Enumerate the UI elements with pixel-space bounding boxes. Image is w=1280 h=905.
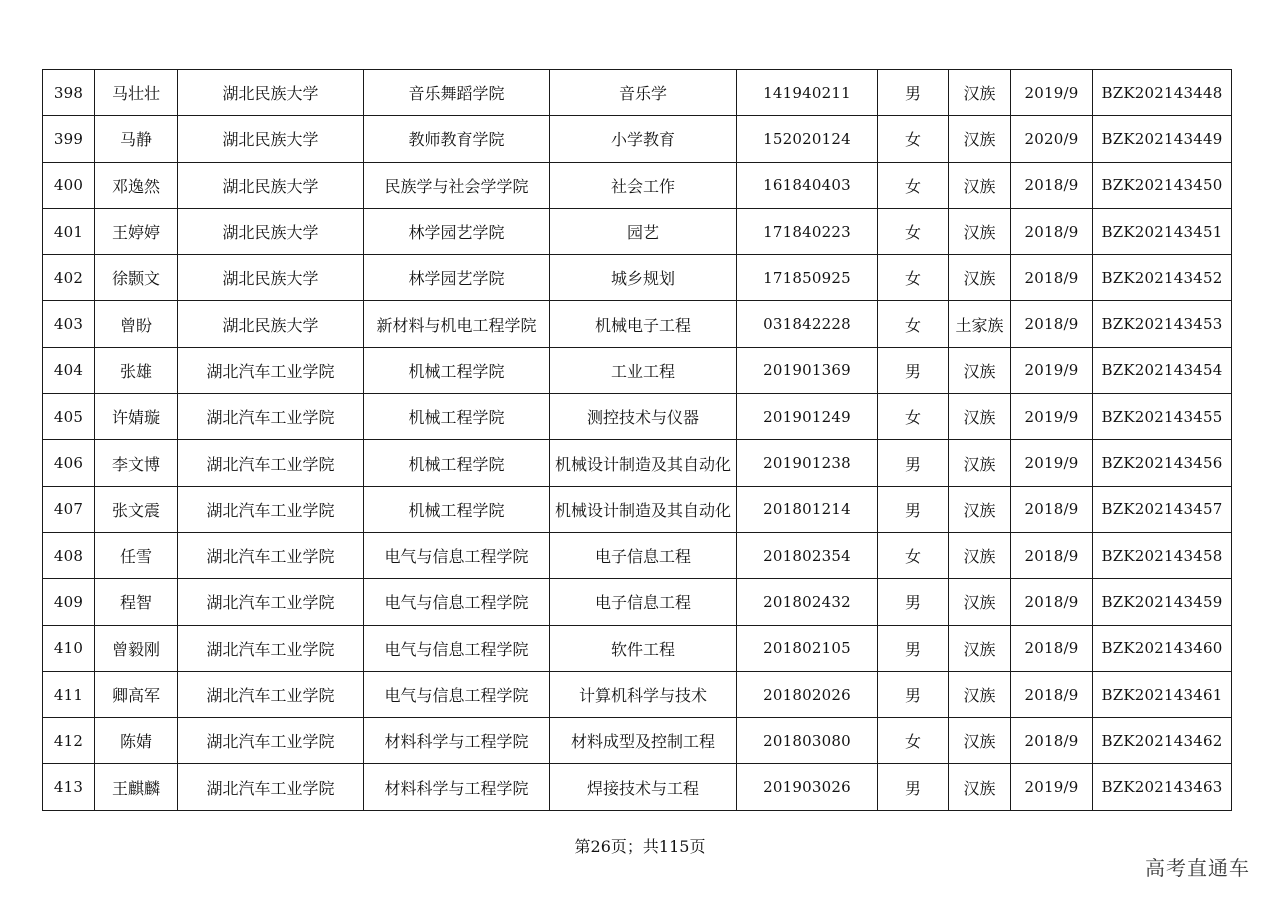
cell-index: 400 [43, 162, 95, 208]
cell-gender: 女 [878, 394, 949, 440]
cell-enroll-date: 2020/9 [1011, 116, 1093, 162]
cell-college: 材料科学与工程学院 [364, 718, 550, 764]
cell-school: 湖北汽车工业学院 [178, 718, 364, 764]
cell-gender: 女 [878, 532, 949, 578]
cell-gender: 男 [878, 70, 949, 116]
cell-enroll-date: 2019/9 [1011, 764, 1093, 810]
cell-index: 405 [43, 394, 95, 440]
cell-name: 李文博 [95, 440, 178, 486]
cell-index: 412 [43, 718, 95, 764]
cell-index: 398 [43, 70, 95, 116]
cell-ethnicity: 汉族 [949, 347, 1011, 393]
cell-college: 林学园艺学院 [364, 208, 550, 254]
cell-certificate-no: BZK202143457 [1093, 486, 1232, 532]
cell-ethnicity: 汉族 [949, 255, 1011, 301]
cell-major: 计算机科学与技术 [550, 671, 737, 717]
table-row [43, 764, 1232, 810]
cell-college: 音乐舞蹈学院 [364, 70, 550, 116]
cell-college: 林学园艺学院 [364, 255, 550, 301]
table-row [43, 532, 1232, 578]
cell-school: 湖北民族大学 [178, 116, 364, 162]
table-row [43, 255, 1232, 301]
cell-school: 湖北汽车工业学院 [178, 440, 364, 486]
cell-certificate-no: BZK202143452 [1093, 255, 1232, 301]
cell-enroll-date: 2019/9 [1011, 70, 1093, 116]
cell-enroll-date: 2018/9 [1011, 255, 1093, 301]
cell-certificate-no: BZK202143453 [1093, 301, 1232, 347]
cell-gender: 女 [878, 718, 949, 764]
cell-ethnicity: 汉族 [949, 718, 1011, 764]
cell-enroll-date: 2018/9 [1011, 532, 1093, 578]
cell-ethnicity: 汉族 [949, 116, 1011, 162]
cell-gender: 女 [878, 208, 949, 254]
cell-major: 机械设计制造及其自动化 [550, 440, 737, 486]
cell-name: 马壮壮 [95, 70, 178, 116]
cell-major: 社会工作 [550, 162, 737, 208]
cell-student-id: 201801214 [737, 486, 878, 532]
cell-college: 机械工程学院 [364, 440, 550, 486]
cell-gender: 男 [878, 486, 949, 532]
cell-major: 电子信息工程 [550, 532, 737, 578]
cell-enroll-date: 2019/9 [1011, 394, 1093, 440]
cell-enroll-date: 2018/9 [1011, 579, 1093, 625]
cell-name: 陈婧 [95, 718, 178, 764]
cell-school: 湖北汽车工业学院 [178, 671, 364, 717]
cell-enroll-date: 2018/9 [1011, 208, 1093, 254]
cell-gender: 男 [878, 671, 949, 717]
cell-index: 404 [43, 347, 95, 393]
cell-certificate-no: BZK202143461 [1093, 671, 1232, 717]
cell-college: 材料科学与工程学院 [364, 764, 550, 810]
cell-college: 机械工程学院 [364, 347, 550, 393]
cell-major: 材料成型及控制工程 [550, 718, 737, 764]
cell-certificate-no: BZK202143450 [1093, 162, 1232, 208]
table-row [43, 162, 1232, 208]
cell-enroll-date: 2018/9 [1011, 671, 1093, 717]
cell-gender: 女 [878, 162, 949, 208]
cell-school: 湖北民族大学 [178, 301, 364, 347]
student-list-table [42, 69, 1232, 811]
cell-college: 电气与信息工程学院 [364, 579, 550, 625]
cell-enroll-date: 2018/9 [1011, 718, 1093, 764]
cell-school: 湖北民族大学 [178, 255, 364, 301]
cell-ethnicity: 汉族 [949, 394, 1011, 440]
cell-student-id: 201901369 [737, 347, 878, 393]
cell-gender: 女 [878, 301, 949, 347]
cell-certificate-no: BZK202143449 [1093, 116, 1232, 162]
cell-ethnicity: 汉族 [949, 486, 1011, 532]
cell-index: 411 [43, 671, 95, 717]
cell-gender: 男 [878, 579, 949, 625]
cell-certificate-no: BZK202143454 [1093, 347, 1232, 393]
cell-school: 湖北民族大学 [178, 208, 364, 254]
cell-school: 湖北汽车工业学院 [178, 579, 364, 625]
cell-name: 王婷婷 [95, 208, 178, 254]
cell-student-id: 031842228 [737, 301, 878, 347]
table-row [43, 70, 1232, 116]
cell-certificate-no: BZK202143459 [1093, 579, 1232, 625]
cell-enroll-date: 2019/9 [1011, 347, 1093, 393]
cell-college: 教师教育学院 [364, 116, 550, 162]
cell-name: 曾毅刚 [95, 625, 178, 671]
cell-index: 410 [43, 625, 95, 671]
cell-ethnicity: 汉族 [949, 625, 1011, 671]
cell-student-id: 141940211 [737, 70, 878, 116]
cell-school: 湖北汽车工业学院 [178, 394, 364, 440]
cell-ethnicity: 土家族 [949, 301, 1011, 347]
cell-student-id: 201802354 [737, 532, 878, 578]
cell-ethnicity: 汉族 [949, 70, 1011, 116]
cell-major: 小学教育 [550, 116, 737, 162]
cell-certificate-no: BZK202143451 [1093, 208, 1232, 254]
cell-certificate-no: BZK202143463 [1093, 764, 1232, 810]
cell-school: 湖北民族大学 [178, 70, 364, 116]
cell-certificate-no: BZK202143462 [1093, 718, 1232, 764]
cell-major: 测控技术与仪器 [550, 394, 737, 440]
cell-certificate-no: BZK202143458 [1093, 532, 1232, 578]
cell-school: 湖北民族大学 [178, 162, 364, 208]
cell-certificate-no: BZK202143456 [1093, 440, 1232, 486]
cell-gender: 男 [878, 764, 949, 810]
cell-major: 焊接技术与工程 [550, 764, 737, 810]
table-row [43, 116, 1232, 162]
cell-enroll-date: 2019/9 [1011, 440, 1093, 486]
cell-gender: 男 [878, 625, 949, 671]
table-row [43, 440, 1232, 486]
cell-gender: 女 [878, 116, 949, 162]
cell-name: 张雄 [95, 347, 178, 393]
cell-enroll-date: 2018/9 [1011, 486, 1093, 532]
cell-ethnicity: 汉族 [949, 579, 1011, 625]
cell-gender: 男 [878, 347, 949, 393]
cell-ethnicity: 汉族 [949, 764, 1011, 810]
cell-school: 湖北汽车工业学院 [178, 764, 364, 810]
cell-major: 软件工程 [550, 625, 737, 671]
table-row [43, 347, 1232, 393]
cell-index: 408 [43, 532, 95, 578]
cell-enroll-date: 2018/9 [1011, 625, 1093, 671]
table-row [43, 625, 1232, 671]
cell-school: 湖北汽车工业学院 [178, 347, 364, 393]
cell-school: 湖北汽车工业学院 [178, 532, 364, 578]
cell-gender: 男 [878, 440, 949, 486]
cell-college: 机械工程学院 [364, 486, 550, 532]
cell-index: 413 [43, 764, 95, 810]
table-row [43, 718, 1232, 764]
table-row [43, 301, 1232, 347]
cell-certificate-no: BZK202143455 [1093, 394, 1232, 440]
cell-college: 电气与信息工程学院 [364, 625, 550, 671]
cell-student-id: 201802026 [737, 671, 878, 717]
cell-enroll-date: 2018/9 [1011, 301, 1093, 347]
cell-college: 机械工程学院 [364, 394, 550, 440]
cell-student-id: 161840403 [737, 162, 878, 208]
cell-certificate-no: BZK202143448 [1093, 70, 1232, 116]
cell-school: 湖北汽车工业学院 [178, 486, 364, 532]
table-row [43, 208, 1232, 254]
cell-name: 徐颢文 [95, 255, 178, 301]
cell-major: 机械电子工程 [550, 301, 737, 347]
page-number: 第26页；共115页 [574, 837, 706, 856]
cell-major: 电子信息工程 [550, 579, 737, 625]
cell-college: 电气与信息工程学院 [364, 532, 550, 578]
cell-ethnicity: 汉族 [949, 162, 1011, 208]
cell-student-id: 201802432 [737, 579, 878, 625]
cell-ethnicity: 汉族 [949, 440, 1011, 486]
cell-ethnicity: 汉族 [949, 671, 1011, 717]
cell-name: 王麒麟 [95, 764, 178, 810]
cell-major: 音乐学 [550, 70, 737, 116]
cell-gender: 女 [878, 255, 949, 301]
table-body [43, 70, 1232, 811]
cell-index: 402 [43, 255, 95, 301]
table-row [43, 671, 1232, 717]
cell-student-id: 171840223 [737, 208, 878, 254]
watermark-logo: 高考直通车 [1145, 856, 1250, 880]
cell-name: 任雪 [95, 532, 178, 578]
cell-name: 卿高军 [95, 671, 178, 717]
cell-college: 新材料与机电工程学院 [364, 301, 550, 347]
cell-index: 407 [43, 486, 95, 532]
cell-certificate-no: BZK202143460 [1093, 625, 1232, 671]
cell-major: 城乡规划 [550, 255, 737, 301]
cell-name: 邓逸然 [95, 162, 178, 208]
cell-college: 电气与信息工程学院 [364, 671, 550, 717]
cell-index: 403 [43, 301, 95, 347]
cell-name: 张文震 [95, 486, 178, 532]
table-row [43, 394, 1232, 440]
table-row [43, 579, 1232, 625]
cell-student-id: 152020124 [737, 116, 878, 162]
table-row [43, 486, 1232, 532]
cell-index: 399 [43, 116, 95, 162]
cell-index: 406 [43, 440, 95, 486]
cell-ethnicity: 汉族 [949, 208, 1011, 254]
cell-school: 湖北汽车工业学院 [178, 625, 364, 671]
cell-major: 园艺 [550, 208, 737, 254]
cell-student-id: 201803080 [737, 718, 878, 764]
cell-index: 409 [43, 579, 95, 625]
cell-name: 马静 [95, 116, 178, 162]
cell-name: 曾盼 [95, 301, 178, 347]
cell-major: 工业工程 [550, 347, 737, 393]
cell-student-id: 201901238 [737, 440, 878, 486]
cell-enroll-date: 2018/9 [1011, 162, 1093, 208]
cell-student-id: 171850925 [737, 255, 878, 301]
cell-ethnicity: 汉族 [949, 532, 1011, 578]
cell-college: 民族学与社会学学院 [364, 162, 550, 208]
cell-student-id: 201903026 [737, 764, 878, 810]
cell-student-id: 201802105 [737, 625, 878, 671]
cell-student-id: 201901249 [737, 394, 878, 440]
cell-name: 许婧璇 [95, 394, 178, 440]
cell-name: 程智 [95, 579, 178, 625]
cell-index: 401 [43, 208, 95, 254]
cell-major: 机械设计制造及其自动化 [550, 486, 737, 532]
